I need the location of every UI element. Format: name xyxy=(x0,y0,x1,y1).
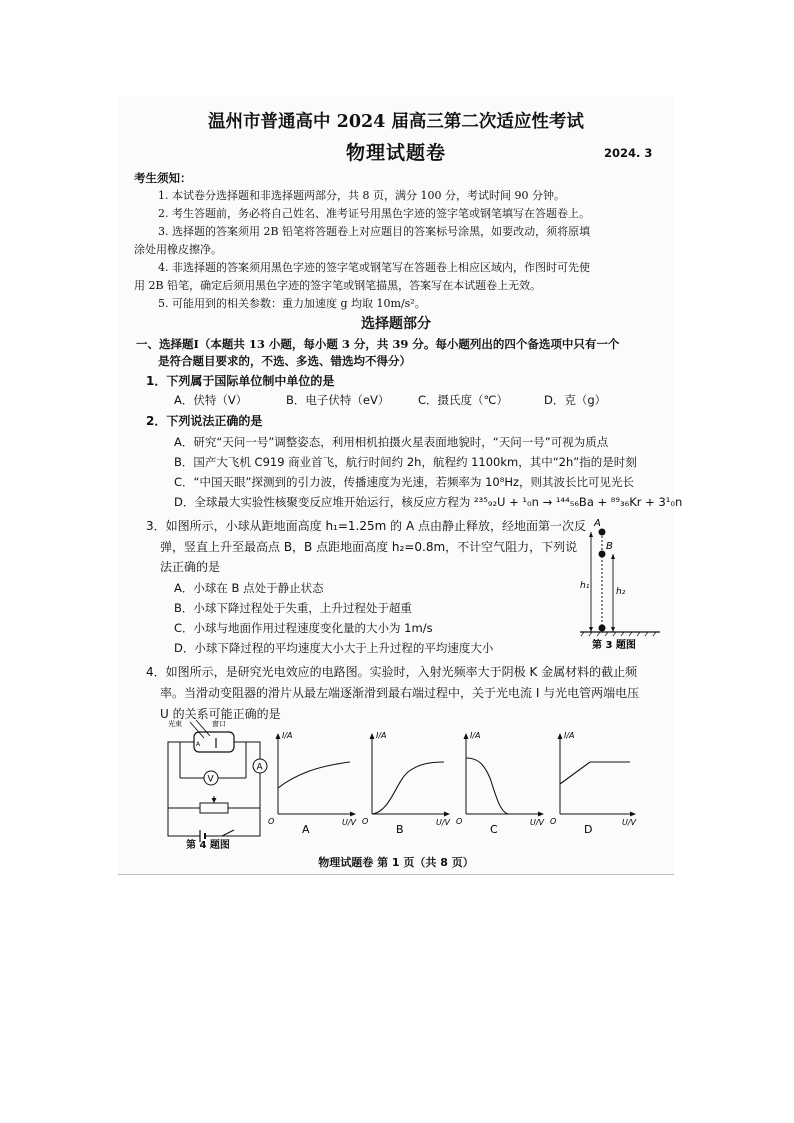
curve-a xyxy=(278,762,350,788)
light-ray xyxy=(190,722,204,738)
curve-d xyxy=(560,762,630,784)
q3-option-d: D．小球下降过程的平均速度大小大于上升过程的平均速度大小 xyxy=(174,641,494,655)
ball-at-a xyxy=(599,529,606,536)
q4-caption: 第 4 题图 xyxy=(186,840,230,851)
option-label-d: D xyxy=(584,823,593,836)
notice-item: 1. 本试卷分选择题和非选择题两部分，共 8 页，满分 100 分，考试时间 90 分钟。 xyxy=(158,189,565,202)
notice-item: 2. 考生答题前，务必将自己姓名、准考证号用黑色字迹的签字笔或钢笔填写在答题卷上。 xyxy=(158,207,590,220)
graph-c xyxy=(456,731,545,836)
graph-a xyxy=(268,731,357,836)
x-axis-arrow xyxy=(444,812,450,817)
q1-stem: 1．下列属于国际单位制中单位的是 xyxy=(146,374,335,388)
y-axis-label: I/A xyxy=(564,731,575,740)
origin-label: O xyxy=(550,817,557,826)
q2-option-a: A．研究“天问一号”调整姿态，利用相机拍摄火星表面地貌时，“天问一号”可视为质点 xyxy=(174,435,609,449)
exam-date: 2024. 3 xyxy=(604,146,653,160)
q3-option-a: A．小球在 B 点处于静止状态 xyxy=(174,581,324,595)
graph-d xyxy=(550,731,637,836)
h1-arrow-up xyxy=(589,532,593,537)
q3-stem-line: 法正确的是 xyxy=(160,560,221,574)
x-axis-label: U/V xyxy=(622,818,637,827)
notice-heading: 考生须知： xyxy=(134,171,192,185)
y-axis-label: I/A xyxy=(470,731,481,740)
option-label-b: B xyxy=(396,823,404,836)
circuit-light-label: 光束 xyxy=(168,720,182,728)
y-axis-arrow xyxy=(370,733,375,739)
q3-stem-line: 弹，竖直上升至最高点 B，B 点距地面高度 h₂=0.8m，不计空气阻力，下列说 xyxy=(160,540,578,554)
graph-b xyxy=(362,731,451,836)
curve-c xyxy=(466,758,508,814)
x-axis-arrow xyxy=(630,812,636,817)
y-axis-arrow xyxy=(558,733,563,739)
exam-title: 温州市普通高中 2024 届高三第二次适应性考试 xyxy=(208,112,584,132)
option-label-a: A xyxy=(302,823,310,836)
q3-figure xyxy=(580,516,660,651)
x-axis-label: U/V xyxy=(530,818,545,827)
exam-page xyxy=(118,96,683,875)
notice-item: 5. 可能用到的相关参数：重力加速度 g 均取 10m/s²。 xyxy=(158,297,426,310)
q3-label-a: A xyxy=(594,518,601,529)
q3-stem-line: 3．如图所示，小球从距地面高度 h₁=1.25m 的 A 点由静止释放，经地面第一次反 xyxy=(146,519,586,533)
q3-option-b: B．小球下降过程处于失重，上升过程处于超重 xyxy=(174,601,412,615)
q4-stem-line: 4．如图所示，是研究光电效应的电路图。实验时，入射光频率大于阴极 K 金属材料的截止频 xyxy=(146,665,638,679)
voltmeter-label: V xyxy=(207,774,214,785)
q2-option-b: B．国产大飞机 C919 商业首飞，航行时间约 2h，航程约 1100km，其中“2h”指的是时刻 xyxy=(174,455,637,469)
circuit-wire xyxy=(168,742,200,836)
light-ray xyxy=(196,720,210,736)
q4-stem-line: U 的关系可能正确的是 xyxy=(160,707,281,721)
tube-label: A xyxy=(196,741,201,748)
circuit-wire xyxy=(222,742,260,836)
origin-label: O xyxy=(268,817,275,826)
ammeter-label: A xyxy=(256,762,263,773)
q3-label-b: B xyxy=(606,541,613,552)
part-instructions: 一、选择题Ⅰ（本题共 13 小题，每小题 3 分，共 39 分。每小题列出的四个备选项中只有一个 xyxy=(136,337,620,351)
q3-caption: 第 3 题图 xyxy=(592,640,636,651)
curve-b xyxy=(372,762,444,814)
x-axis-label: U/V xyxy=(436,818,451,827)
q3-label-h2: h₂ xyxy=(616,587,626,597)
q2-option-d: D．全球最大实验性核聚变反应堆开始运行，核反应方程为 ²³⁵₉₂U + ¹₀n → ¹⁴⁴₅₆Ba + ⁸⁹₃₆Kr + 3¹₀n xyxy=(174,495,683,509)
x-axis-arrow xyxy=(350,812,356,817)
q1-option-d: D．克（g） xyxy=(544,393,607,407)
q2-option-c: C．“中国天眼”探测到的引力波，传播速度为光速，若频率为 10⁸Hz，则其波长比可见光长 xyxy=(174,475,635,489)
h1-arrow-down xyxy=(589,627,593,632)
option-label-c: C xyxy=(490,823,498,836)
notice-item: 3. 选择题的答案须用 2B 铅笔将答题卷上对应题目的答案标号涂黑，如要改动，须将原填 xyxy=(158,225,591,238)
q4-graphs xyxy=(268,728,638,840)
notice-item: 4. 非选择题的答案须用黑色字迹的签字笔或钢笔写在答题卷上相应区域内，作图时可先使 xyxy=(158,261,590,274)
h2-arrow-down xyxy=(611,627,615,632)
x-axis-arrow xyxy=(538,812,544,817)
circuit-window-label: 窗口 xyxy=(212,720,226,728)
q1-option-c: C．摄氏度（℃） xyxy=(418,393,508,407)
part-instructions-cont: 是符合题目要求的，不选、多选、错选均不得分） xyxy=(158,354,411,368)
notice-item: 涂处用橡皮擦净。 xyxy=(134,243,222,256)
ball-at-ground xyxy=(599,625,606,632)
q3-option-c: C．小球与地面作用过程速度变化量的大小为 1m/s xyxy=(174,621,433,635)
exam-subtitle: 物理试题卷 xyxy=(345,142,446,164)
ball-at-b xyxy=(599,551,606,558)
section-title: 选择题部分 xyxy=(361,316,431,332)
q4-stem-line: 率。当滑动变阻器的滑片从最左端逐渐滑到最右端过程中，关于光电流 I 与光电管两端电压 xyxy=(160,686,640,700)
rheostat-icon xyxy=(200,803,228,813)
q1-option-a: A．伏特（V） xyxy=(174,393,248,407)
slider-arrow xyxy=(212,798,217,803)
page-footer: 物理试题卷 第 1 页（共 8 页） xyxy=(318,856,474,869)
q3-label-h1: h₁ xyxy=(580,581,590,591)
origin-label: O xyxy=(362,817,369,826)
y-axis-label: I/A xyxy=(376,731,387,740)
q2-stem: 2．下列说法正确的是 xyxy=(146,414,263,428)
q4-circuit xyxy=(160,716,278,846)
q1-option-b: B．电子伏特（eV） xyxy=(286,393,390,407)
notice-item: 用 2B 铅笔，确定后须用黑色字迹的签字笔或钢笔描黑，答案写在本试题卷上无效。 xyxy=(134,279,542,292)
h2-arrow-up xyxy=(611,554,615,559)
origin-label: O xyxy=(456,817,463,826)
y-axis-label: I/A xyxy=(282,731,293,740)
y-axis-arrow xyxy=(464,733,469,739)
x-axis-label: U/V xyxy=(342,818,357,827)
